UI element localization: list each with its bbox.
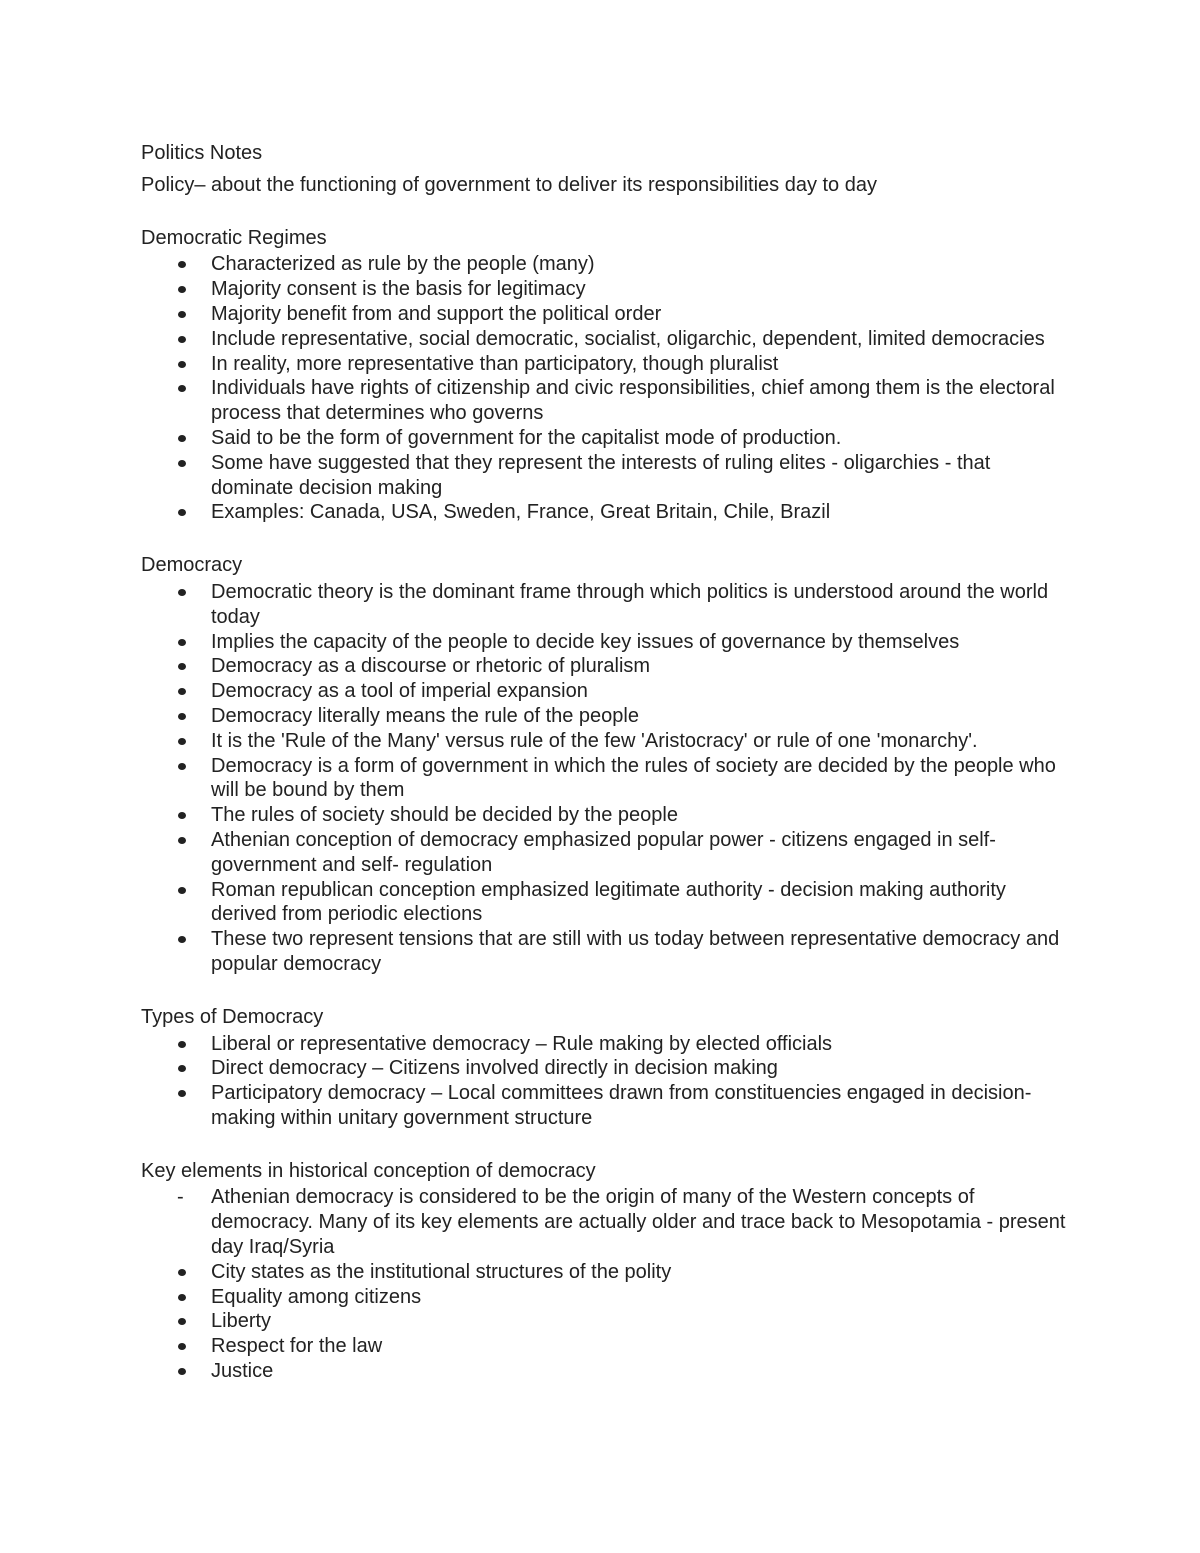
- list-item: [141, 277, 1066, 302]
- list-item: [141, 352, 1066, 377]
- section-democratic-regimes: [141, 226, 1066, 526]
- list-item: [141, 927, 1066, 977]
- bullet-list: [141, 252, 1066, 525]
- bullet-icon: [178, 286, 186, 293]
- bullet-icon: [178, 1269, 186, 1276]
- list-item-text: Democracy literally means the rule of the people: [211, 704, 639, 727]
- list-item-text: Democracy as a discourse or rhetoric of pluralism: [211, 655, 651, 678]
- bullet-icon: [178, 1041, 186, 1048]
- list-item: [141, 451, 1066, 501]
- list-item-text: Liberty: [211, 1310, 272, 1333]
- list-item: [141, 1334, 1066, 1359]
- bullet-icon: [178, 812, 186, 819]
- list-item-text: Examples: Canada, USA, Sweden, France, Great Britain, Chile, Brazil: [211, 501, 831, 524]
- list-item: [141, 580, 1066, 630]
- list-item: [141, 1056, 1066, 1081]
- list-item-text: Democracy is a form of government in which the rules of society are decided by the people who will be bound by them: [211, 754, 1056, 802]
- list-item-text: Respect for the law: [211, 1335, 383, 1358]
- bullet-icon: [178, 639, 186, 646]
- list-item: [141, 327, 1066, 352]
- list-item: [141, 878, 1066, 928]
- list-item: [141, 630, 1066, 655]
- list-item-text: Majority benefit from and support the political order: [211, 302, 662, 325]
- list-item-text: Direct democracy – Citizens involved directly in decision making: [211, 1057, 778, 1080]
- policy-definition: Policy– about the functioning of government to deliver its responsibilities day to day: [141, 173, 877, 196]
- list-item-text: Participatory democracy – Local committees drawn from constituencies engaged in decision-making within unitary government structure: [211, 1082, 1032, 1129]
- list-item: [141, 1309, 1066, 1334]
- list-item-text: Athenian conception of democracy emphasized popular power - citizens engaged in self-government and self- regulation: [211, 828, 996, 876]
- bullet-icon: [178, 1294, 186, 1301]
- bullet-icon: [178, 837, 186, 844]
- list-item: [141, 302, 1066, 327]
- list-item: [141, 704, 1066, 729]
- list-item-text: Justice: [211, 1360, 274, 1383]
- list-item: [141, 654, 1066, 679]
- bullet-icon: [178, 435, 186, 442]
- list-item: [141, 1032, 1066, 1057]
- list-item-text: Democratic theory is the dominant frame through which politics is understood around the world today: [211, 580, 1049, 628]
- list-item: [141, 729, 1066, 754]
- bullet-icon: [178, 385, 186, 392]
- list-item: [141, 426, 1066, 451]
- list-item-text: Include representative, social democratic, socialist, oligarchic, dependent, limited democracies: [211, 327, 1045, 350]
- section-heading: Key elements in historical conception of democracy: [141, 1159, 596, 1182]
- bullet-icon: [178, 336, 186, 343]
- section-key-elements: [141, 1159, 1066, 1384]
- list-item-text: Said to be the form of government for the capitalist mode of production.: [211, 426, 842, 449]
- section-heading: Democracy: [141, 554, 243, 577]
- document-title: Politics Notes: [141, 142, 263, 164]
- bullet-icon: [178, 1065, 186, 1072]
- bullet-icon: [178, 713, 186, 720]
- list-item-text: City states as the institutional structures of the polity: [211, 1260, 672, 1283]
- bullet-icon: [178, 509, 186, 516]
- bullet-icon: [178, 361, 186, 368]
- list-item-text: In reality, more representative than participatory, though pluralist: [211, 352, 779, 375]
- bullet-list: [141, 1032, 1066, 1131]
- bullet-icon: [178, 936, 186, 943]
- list-item-text: Liberal or representative democracy – Rule making by elected officials: [211, 1032, 833, 1055]
- list-item-text: Characterized as rule by the people (many): [211, 253, 595, 276]
- list-item: [141, 1285, 1066, 1310]
- list-item: [141, 828, 1066, 878]
- section-heading: Democratic Regimes: [141, 226, 327, 249]
- bullet-icon: [178, 763, 186, 770]
- section-democracy: [141, 553, 1066, 977]
- document-page: [141, 141, 1066, 1412]
- list-item: [141, 803, 1066, 828]
- list-item-text: The rules of society should be decided by the people: [211, 804, 678, 827]
- list-item-text: These two represent tensions that are still with us today between representative democracy and popular democracy: [211, 928, 1060, 975]
- list-item: [141, 1260, 1066, 1285]
- bullet-list: [141, 580, 1066, 977]
- dash-icon: -: [177, 1186, 184, 1209]
- list-item-text: Roman republican conception emphasized legitimate authority - decision making authority derived from periodic elections: [211, 878, 1006, 926]
- list-item-text: Implies the capacity of the people to decide key issues of governance by themselves: [211, 630, 960, 653]
- bullet-list: [141, 1185, 1066, 1383]
- bullet-icon: [178, 261, 186, 268]
- section-types-of-democracy: [141, 1005, 1066, 1131]
- list-item: [141, 500, 1066, 525]
- list-item: [141, 252, 1066, 277]
- list-item-text: It is the 'Rule of the Many' versus rule of the few 'Aristocracy' or rule of one 'monarchy'.: [211, 729, 978, 752]
- list-item-text: Majority consent is the basis for legitimacy: [211, 278, 586, 301]
- list-item: [141, 1185, 1066, 1259]
- list-item: [141, 376, 1066, 426]
- list-item-text: Equality among citizens: [211, 1285, 422, 1308]
- list-item: [141, 754, 1066, 804]
- bullet-icon: [178, 738, 186, 745]
- bullet-icon: [178, 1318, 186, 1325]
- bullet-icon: [178, 1368, 186, 1375]
- bullet-icon: [178, 887, 186, 894]
- bullet-icon: [178, 589, 186, 596]
- list-item: [141, 679, 1066, 704]
- bullet-icon: [178, 663, 186, 670]
- list-item-text: Athenian democracy is considered to be the origin of many of the Western concepts of democracy. Many of its key elements are actually older and trace back to Mesopotamia - present day Iraq/Syria: [211, 1186, 1066, 1259]
- list-item: [141, 1359, 1066, 1384]
- bullet-icon: [178, 460, 186, 467]
- list-item: [141, 1081, 1066, 1131]
- list-item-text: Individuals have rights of citizenship and civic responsibilities, chief among them is the electoral process that determines who governs: [211, 377, 1055, 425]
- bullet-icon: [178, 688, 186, 695]
- bullet-icon: [178, 1343, 186, 1350]
- list-item-text: Democracy as a tool of imperial expansion: [211, 680, 588, 703]
- bullet-icon: [178, 1090, 186, 1097]
- bullet-icon: [178, 311, 186, 318]
- section-heading: Types of Democracy: [141, 1005, 324, 1028]
- list-item-text: Some have suggested that they represent the interests of ruling elites - oligarchies - that dominate decision making: [211, 451, 991, 499]
